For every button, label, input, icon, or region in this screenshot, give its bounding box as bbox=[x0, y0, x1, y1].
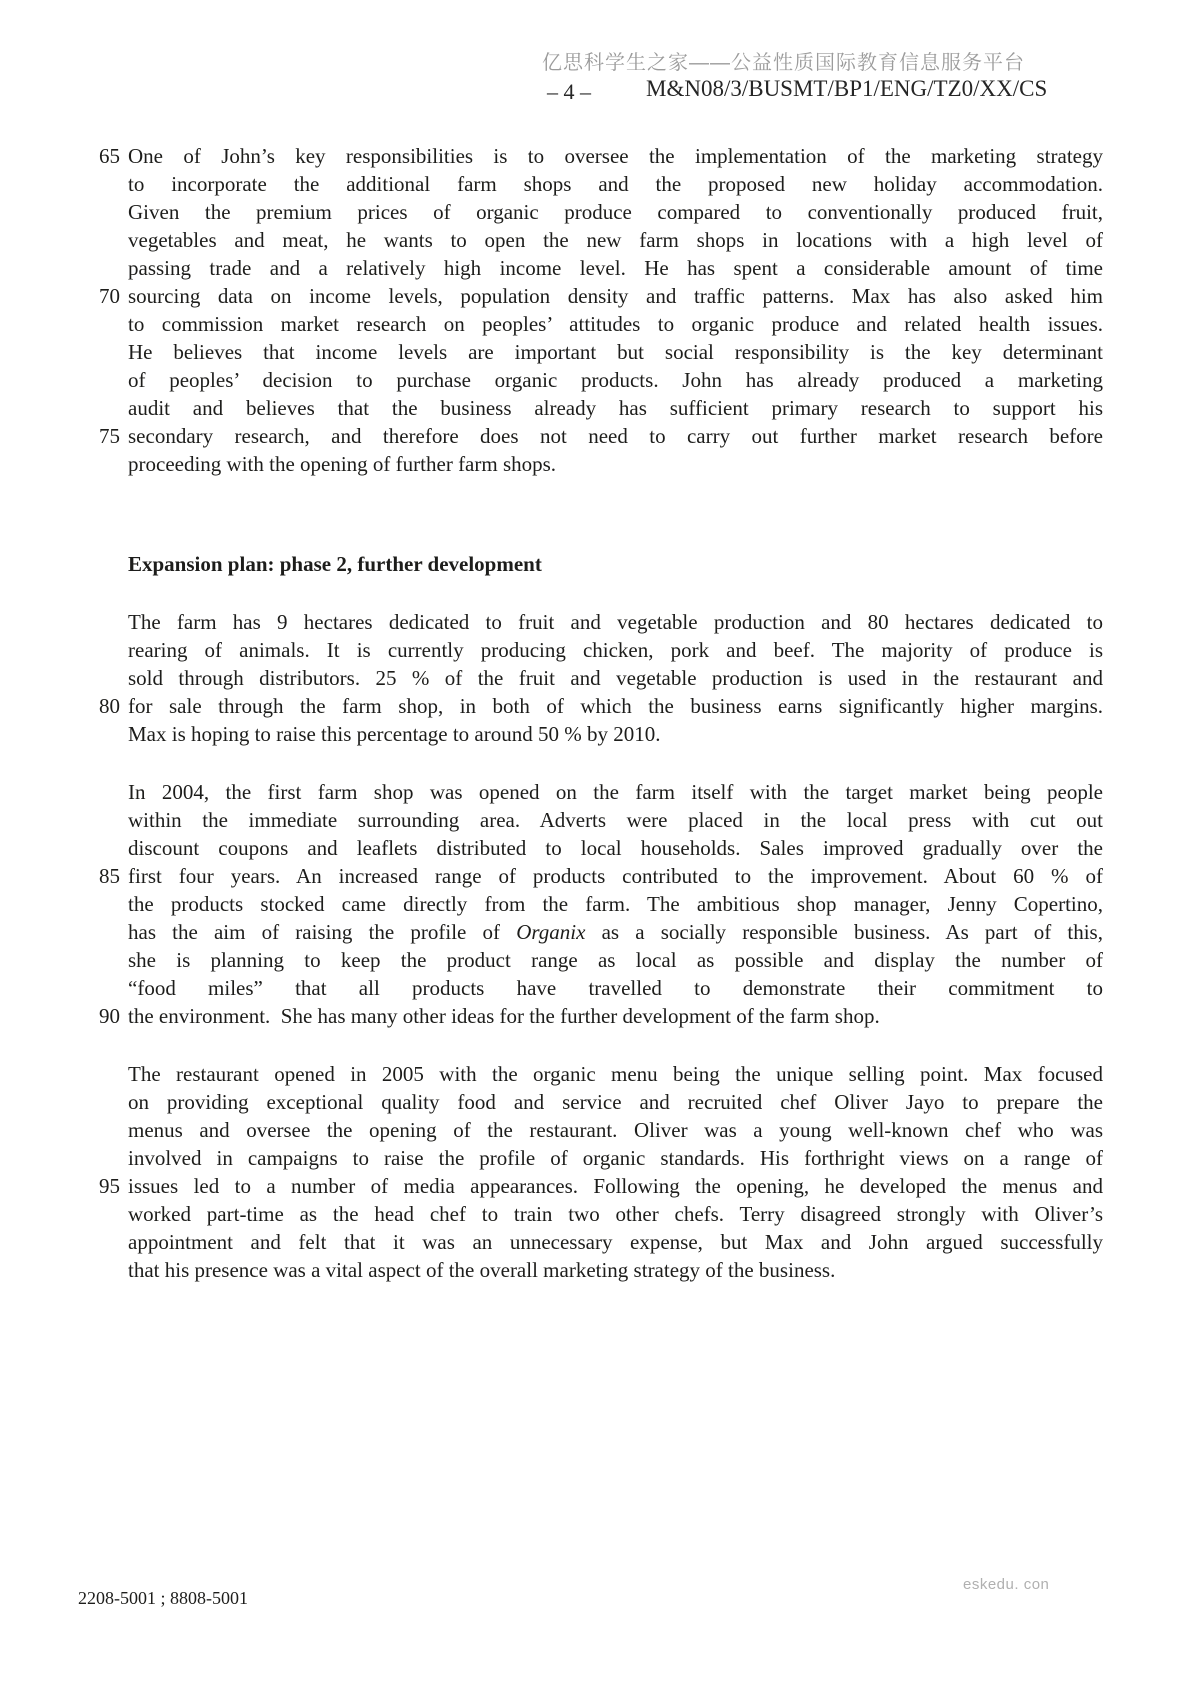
line-text: has the aim of raising the profile of Organix as a socially responsible business. As part of this, bbox=[128, 920, 1103, 944]
text-line bbox=[99, 338, 1103, 366]
line-text: In 2004, the first farm shop was opened on the farm itself with the target market being people bbox=[128, 780, 1103, 804]
line-number bbox=[99, 338, 128, 366]
line-text: He believes that income levels are important but social responsibility is the key determinant bbox=[128, 340, 1103, 364]
line-number: 90 bbox=[99, 1004, 120, 1028]
line-number bbox=[99, 310, 128, 338]
line-number bbox=[99, 720, 128, 748]
line-text: involved in campaigns to raise the profile of organic standards. His forthright views on a range of bbox=[128, 1146, 1103, 1170]
text-line bbox=[99, 1200, 1103, 1228]
page-number: – 4 – bbox=[547, 79, 591, 104]
line-text: first four years. An increased range of products contributed to the improvement. About 60 % of bbox=[128, 864, 1103, 888]
line-text: within the immediate surrounding area. Adverts were placed in the local press with cut out bbox=[128, 808, 1103, 832]
text-line bbox=[99, 1088, 1103, 1116]
line-number bbox=[99, 918, 128, 946]
line-text: worked part-time as the head chef to train two other chefs. Terry disagreed strongly with Oliver’s bbox=[128, 1202, 1103, 1226]
line-number bbox=[99, 1144, 128, 1172]
line-number bbox=[99, 974, 128, 1002]
section-heading: Expansion plan: phase 2, further development bbox=[128, 552, 542, 576]
line-text: rearing of animals. It is currently producing chicken, pork and beef. The majority of produce is bbox=[128, 638, 1103, 662]
line-text: the products stocked came directly from the farm. The ambitious shop manager, Jenny Copertino, bbox=[128, 892, 1103, 916]
line-number bbox=[99, 394, 128, 422]
line-text: sourcing data on income levels, population density and traffic patterns. Max has also asked him bbox=[128, 284, 1103, 308]
text-line bbox=[99, 366, 1103, 394]
line-number: 85 bbox=[99, 864, 120, 888]
paragraph-farm-production bbox=[99, 608, 1103, 748]
text-line bbox=[99, 862, 1103, 890]
line-text: appointment and felt that it was an unnecessary expense, but Max and John argued successfully bbox=[128, 1230, 1103, 1254]
footer-site-watermark: eskedu. con bbox=[963, 1576, 1050, 1593]
text-line bbox=[99, 282, 1103, 310]
line-number bbox=[99, 1228, 128, 1256]
text-line bbox=[99, 1172, 1103, 1200]
text-line bbox=[99, 422, 1103, 450]
line-number bbox=[99, 890, 128, 918]
line-text: that his presence was a vital aspect of the overall marketing strategy of the business. bbox=[128, 1258, 836, 1282]
line-text: The restaurant opened in 2005 with the organic menu being the unique selling point. Max focused bbox=[128, 1062, 1103, 1086]
paragraph-farm-shop bbox=[99, 778, 1103, 1030]
line-number bbox=[99, 608, 128, 636]
text-line bbox=[99, 198, 1103, 226]
paragraph-restaurant bbox=[99, 1060, 1103, 1284]
line-number bbox=[99, 226, 128, 254]
line-text: passing trade and a relatively high income level. He has spent a considerable amount of time bbox=[128, 256, 1103, 280]
line-text: the environment. She has many other ideas for the further development of the farm shop. bbox=[128, 1004, 880, 1028]
line-text: on providing exceptional quality food and service and recruited chef Oliver Jayo to prepare the bbox=[128, 1090, 1103, 1114]
line-number bbox=[99, 170, 128, 198]
text-line bbox=[99, 254, 1103, 282]
line-number: 80 bbox=[99, 694, 120, 718]
line-number bbox=[99, 450, 128, 478]
line-number bbox=[99, 1088, 128, 1116]
line-number: 75 bbox=[99, 424, 120, 448]
text-line bbox=[99, 1002, 1103, 1030]
text-line bbox=[99, 1060, 1103, 1088]
line-text: “food miles” that all products have travelled to demonstrate their commitment to bbox=[128, 976, 1103, 1000]
line-text: sold through distributors. 25 % of the fruit and vegetable production is used in the restaurant and bbox=[128, 666, 1103, 690]
line-text: menus and oversee the opening of the restaurant. Oliver was a young well-known chef who was bbox=[128, 1118, 1103, 1142]
text-line bbox=[99, 720, 1103, 748]
text-line bbox=[99, 778, 1103, 806]
text-line bbox=[99, 974, 1103, 1002]
text-line bbox=[99, 310, 1103, 338]
text-line bbox=[99, 450, 1103, 478]
line-number bbox=[99, 198, 128, 226]
line-text: The farm has 9 hectares dedicated to fruit and vegetable production and 80 hectares dedicated to bbox=[128, 610, 1103, 634]
text-line bbox=[99, 1228, 1103, 1256]
text-line bbox=[99, 394, 1103, 422]
text-line bbox=[99, 226, 1103, 254]
case-study-text bbox=[99, 142, 1103, 1284]
line-text: she is planning to keep the product range as local as possible and display the number of bbox=[128, 948, 1103, 972]
text-line bbox=[99, 1256, 1103, 1284]
line-text: Given the premium prices of organic produce compared to conventionally produced fruit, bbox=[128, 200, 1103, 224]
line-text: proceeding with the opening of further farm shops. bbox=[128, 452, 557, 476]
line-number bbox=[99, 366, 128, 394]
footer-document-code: 2208-5001 ; 8808-5001 bbox=[78, 1588, 248, 1608]
text-line bbox=[99, 1116, 1103, 1144]
text-line bbox=[99, 142, 1103, 170]
line-number: 65 bbox=[99, 144, 120, 168]
line-number: 95 bbox=[99, 1174, 120, 1198]
line-number bbox=[99, 1256, 128, 1284]
text-line bbox=[99, 608, 1103, 636]
text-line bbox=[99, 170, 1103, 198]
line-number bbox=[99, 834, 128, 862]
text-line bbox=[99, 918, 1103, 946]
line-text: of peoples’ decision to purchase organic products. John has already produced a marketing bbox=[128, 368, 1103, 392]
line-text: to commission market research on peoples’ attitudes to organic produce and related health issues. bbox=[128, 312, 1103, 336]
text-line bbox=[99, 890, 1103, 918]
line-number bbox=[99, 1116, 128, 1144]
line-text: issues led to a number of media appearances. Following the opening, he developed the menus and bbox=[128, 1174, 1103, 1198]
line-text: to incorporate the additional farm shops and the proposed new holiday accommodation. bbox=[128, 172, 1103, 196]
line-number bbox=[99, 806, 128, 834]
paper-code: M&N08/3/BUSMT/BP1/ENG/TZ0/XX/CS bbox=[646, 76, 1048, 101]
line-text: discount coupons and leaflets distributed to local households. Sales improved gradually over the bbox=[128, 836, 1103, 860]
line-text: One of John’s key responsibilities is to oversee the implementation of the marketing strategy bbox=[128, 144, 1103, 168]
line-number bbox=[99, 254, 128, 282]
text-line bbox=[99, 692, 1103, 720]
text-line bbox=[99, 1144, 1103, 1172]
header-watermark: 亿思科学生之家——公益性质国际教育信息服务平台 bbox=[542, 52, 1025, 74]
line-number bbox=[99, 664, 128, 692]
text-line bbox=[99, 946, 1103, 974]
line-text: for sale through the farm shop, in both of which the business earns significantly higher margins. bbox=[128, 694, 1103, 718]
text-line bbox=[99, 834, 1103, 862]
text-line bbox=[99, 664, 1103, 692]
line-text: vegetables and meat, he wants to open the new farm shops in locations with a high level of bbox=[128, 228, 1103, 252]
line-text: audit and believes that the business already has sufficient primary research to support his bbox=[128, 396, 1103, 420]
text-line bbox=[99, 806, 1103, 834]
paragraph-marketing-strategy bbox=[99, 142, 1103, 478]
line-number: 70 bbox=[99, 284, 120, 308]
line-number bbox=[99, 946, 128, 974]
line-number bbox=[99, 1060, 128, 1088]
line-text: Max is hoping to raise this percentage to around 50 % by 2010. bbox=[128, 722, 661, 746]
text-line bbox=[99, 636, 1103, 664]
line-number bbox=[99, 1200, 128, 1228]
line-text: secondary research, and therefore does not need to carry out further market research before bbox=[128, 424, 1103, 448]
line-number bbox=[99, 778, 128, 806]
line-number bbox=[99, 636, 128, 664]
